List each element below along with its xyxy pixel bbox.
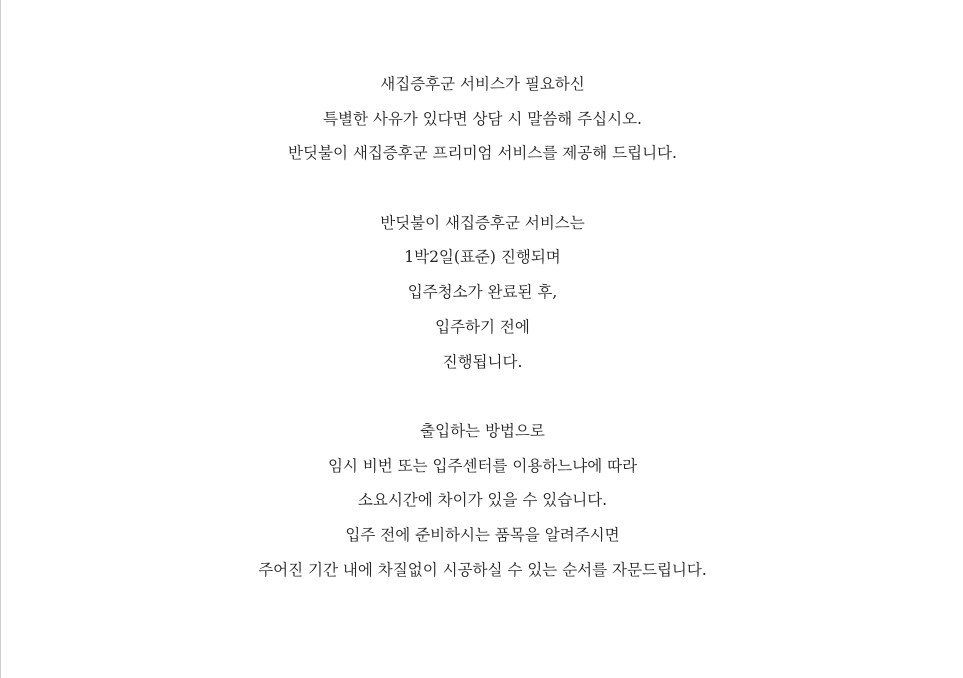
text-line: 임시 비번 또는 입주센터를 이용하느냐에 따라: [327, 456, 638, 475]
text-line: 1박2일(표준) 진행되며: [404, 248, 561, 267]
text-line: 특별한 사유가 있다면 상담 시 말씀해 주십시오.: [323, 109, 642, 128]
paragraph-schedule: [1, 206, 963, 379]
text-line: 새집증후군 서비스가 필요하신: [380, 75, 585, 93]
paragraph-intro: [1, 67, 963, 171]
text-line: 입주 전에 준비하시는 품목을 알려주시면: [345, 525, 620, 544]
text-line: 주어진 기간 내에 차질없이 시공하실 수 있는 순서를 자문드립니다.: [258, 560, 707, 579]
text-line: 소요시간에 차이가 있을 수 있습니다.: [357, 491, 608, 510]
text-line: 반딧불이 새집증후군 서비스는: [380, 213, 585, 232]
text-line: 입주청소가 완료된 후,: [407, 283, 558, 302]
text-line: 반딧불이 새집증후군 프리미엄 서비스를 제공해 드립니다.: [288, 144, 677, 163]
paragraph-spacer: [1, 171, 963, 206]
text-line: 출입하는 방법으로: [420, 421, 545, 440]
text-line: 입주하기 전에: [435, 317, 530, 336]
paragraph-spacer: [1, 379, 963, 414]
text-line: 진행됩니다.: [442, 352, 523, 371]
paragraph-access: [1, 414, 963, 587]
service-description: [1, 67, 963, 587]
